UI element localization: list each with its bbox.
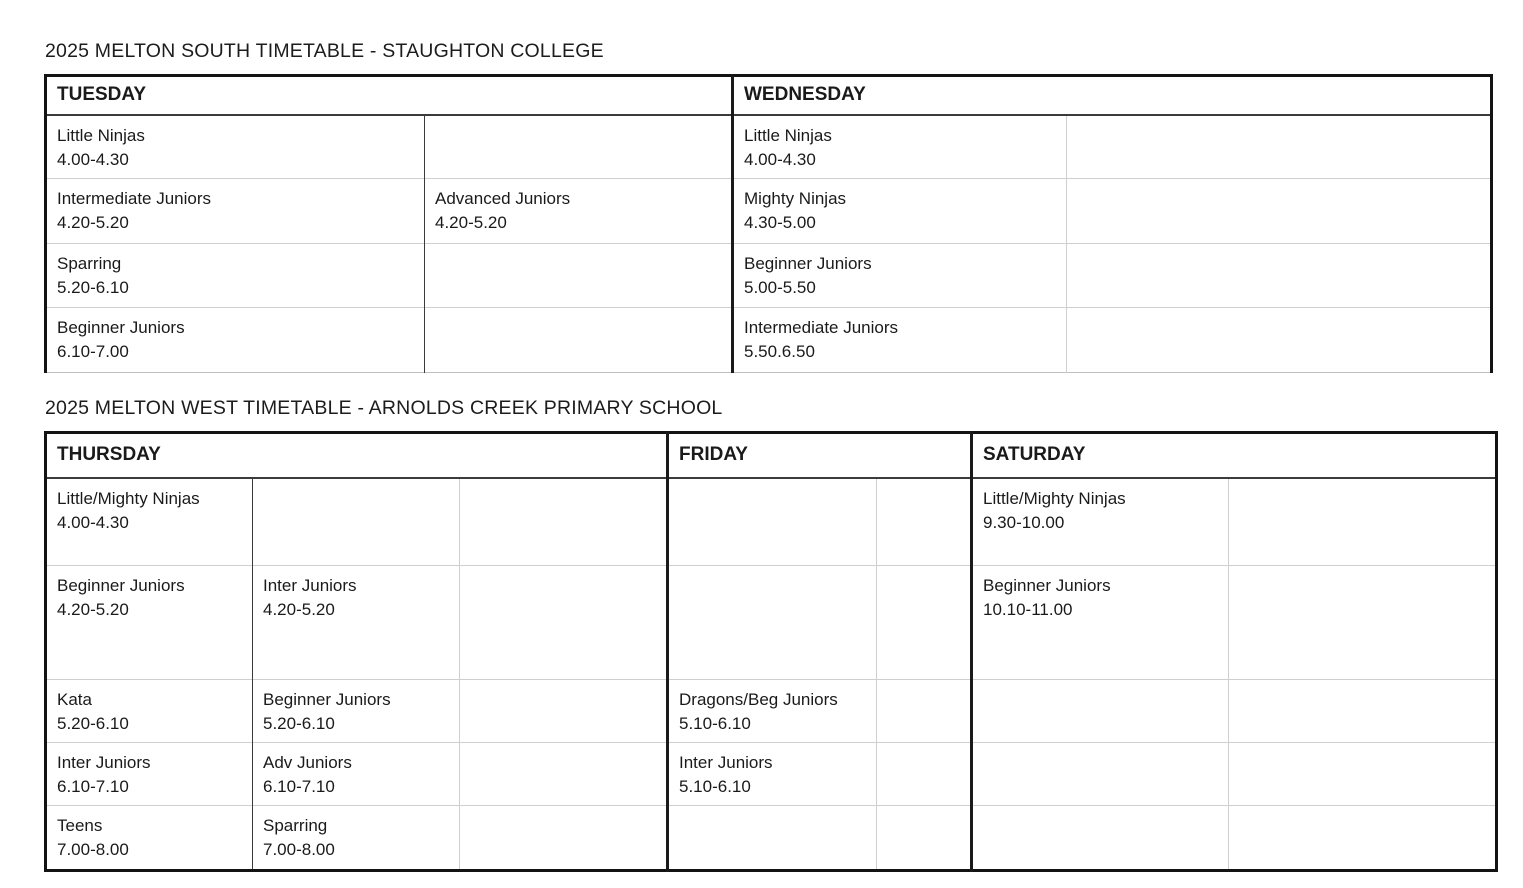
- class-time: 5.10-6.10: [679, 777, 751, 796]
- class-name: Adv Juniors: [263, 753, 352, 772]
- empty-cell: [1229, 743, 1497, 806]
- class-name: Beginner Juniors: [57, 318, 185, 337]
- class-time: 5.20-6.10: [57, 278, 129, 297]
- class-name: Little Ninjas: [57, 125, 145, 145]
- class-cell: [46, 308, 425, 373]
- empty-cell: [1067, 115, 1492, 179]
- empty-cell: [425, 115, 733, 179]
- day-header-saturday: SATURDAY: [972, 433, 1497, 478]
- class-cell: [972, 478, 1229, 566]
- class-time: 5.20-6.10: [263, 714, 335, 733]
- class-cell: [46, 566, 253, 680]
- class-name: Sparring: [263, 816, 328, 835]
- melton-west-body: [46, 478, 1497, 871]
- timetable-row: [46, 566, 1497, 680]
- empty-cell: [877, 743, 972, 806]
- class-time: 5.00-5.50: [744, 278, 816, 297]
- class-cell: [46, 680, 253, 743]
- class-name: Beginner Juniors: [983, 576, 1111, 595]
- empty-cell: [460, 478, 668, 566]
- melton-south-body: [46, 115, 1492, 373]
- class-time: 6.10-7.10: [263, 777, 335, 796]
- class-name: Inter Juniors: [57, 753, 151, 772]
- empty-cell: [460, 566, 668, 680]
- class-cell: [425, 179, 733, 244]
- empty-cell: [972, 680, 1229, 743]
- empty-cell: [972, 743, 1229, 806]
- class-cell: [253, 743, 460, 806]
- melton-west-timetable: [44, 431, 1498, 872]
- class-name: Inter Juniors: [679, 753, 773, 772]
- empty-cell: [668, 478, 877, 566]
- day-header-tuesday: TUESDAY: [46, 76, 733, 115]
- day-header-row: [46, 433, 1497, 478]
- timetable-row: [46, 244, 1492, 308]
- class-name: Little/Mighty Ninjas: [57, 488, 200, 508]
- class-cell: [46, 743, 253, 806]
- class-cell: [46, 478, 253, 566]
- melton-south-section: [44, 40, 1523, 373]
- empty-cell: [1067, 179, 1492, 244]
- timetable-row: [46, 115, 1492, 179]
- empty-cell: [460, 680, 668, 743]
- class-time: 4.20-5.20: [57, 213, 129, 232]
- class-time: 7.00-8.00: [263, 840, 335, 859]
- timetable-row: [46, 806, 1497, 871]
- class-time: 9.30-10.00: [983, 512, 1065, 532]
- timetable-title-melton-west: 2025 MELTON WEST TIMETABLE - ARNOLDS CREEK PRIMARY SCHOOL: [45, 397, 723, 419]
- class-cell: [972, 566, 1229, 680]
- class-name: Kata: [57, 690, 92, 709]
- empty-cell: [460, 743, 668, 806]
- melton-south-timetable: [44, 74, 1493, 373]
- class-time: 7.00-8.00: [57, 840, 129, 859]
- class-name: Teens: [57, 816, 103, 835]
- class-time: 4.20-5.20: [435, 213, 507, 232]
- class-cell: [668, 743, 877, 806]
- empty-cell: [1229, 806, 1497, 871]
- class-cell: [733, 308, 1067, 373]
- empty-cell: [1067, 308, 1492, 373]
- class-cell: [668, 680, 877, 743]
- class-name: Sparring: [57, 254, 122, 273]
- empty-cell: [425, 244, 733, 308]
- class-time: 5.10-6.10: [679, 714, 751, 733]
- class-name: Beginner Juniors: [57, 576, 185, 595]
- class-cell: [46, 115, 425, 179]
- empty-cell: [877, 478, 972, 566]
- class-cell: [253, 566, 460, 680]
- empty-cell: [668, 806, 877, 871]
- timetable-row: [46, 743, 1497, 806]
- class-time: 6.10-7.00: [57, 342, 129, 361]
- day-header-wednesday: WEDNESDAY: [733, 76, 1492, 115]
- empty-cell: [972, 806, 1229, 871]
- empty-cell: [425, 308, 733, 373]
- class-cell: [253, 680, 460, 743]
- timetable-row: [46, 179, 1492, 244]
- class-time: 4.00-4.30: [57, 149, 129, 169]
- day-header-thursday: THURSDAY: [46, 433, 668, 478]
- class-name: Little/Mighty Ninjas: [983, 488, 1126, 508]
- class-cell: [733, 115, 1067, 179]
- empty-cell: [877, 806, 972, 871]
- class-cell: [46, 244, 425, 308]
- class-time: 4.00-4.30: [57, 512, 129, 532]
- empty-cell: [253, 478, 460, 566]
- day-header-friday: FRIDAY: [668, 433, 972, 478]
- empty-cell: [1229, 680, 1497, 743]
- class-time: 4.00-4.30: [744, 149, 816, 169]
- class-cell: [733, 179, 1067, 244]
- class-time: 4.20-5.20: [263, 600, 335, 619]
- empty-cell: [460, 806, 668, 871]
- class-name: Little Ninjas: [744, 125, 832, 145]
- timetable-row: [46, 478, 1497, 566]
- timetable-title-melton-south: 2025 MELTON SOUTH TIMETABLE - STAUGHTON COLLEGE: [45, 40, 604, 62]
- class-time: 10.10-11.00: [983, 600, 1073, 619]
- class-cell: [46, 806, 253, 871]
- empty-cell: [1067, 244, 1492, 308]
- timetable-row: [46, 308, 1492, 373]
- class-cell: [253, 806, 460, 871]
- class-name: Inter Juniors: [263, 576, 357, 595]
- class-time: 4.20-5.20: [57, 600, 129, 619]
- class-time: 5.20-6.10: [57, 714, 129, 733]
- class-name: Advanced Juniors: [435, 189, 571, 208]
- class-cell: [733, 244, 1067, 308]
- empty-cell: [877, 566, 972, 680]
- class-name: Beginner Juniors: [263, 690, 391, 709]
- class-cell: [46, 179, 425, 244]
- empty-cell: [877, 680, 972, 743]
- class-name: Dragons/Beg Juniors: [679, 690, 838, 709]
- empty-cell: [1229, 566, 1497, 680]
- empty-cell: [1229, 478, 1497, 566]
- day-header-row: [46, 76, 1492, 115]
- class-name: Beginner Juniors: [744, 254, 872, 273]
- class-time: 4.30-5.00: [744, 213, 816, 232]
- empty-cell: [668, 566, 877, 680]
- class-name: Intermediate Juniors: [57, 189, 212, 208]
- class-name: Mighty Ninjas: [744, 189, 847, 208]
- timetable-row: [46, 680, 1497, 743]
- class-name: Intermediate Juniors: [744, 318, 899, 337]
- class-time: 5.50.6.50: [744, 342, 815, 361]
- class-time: 6.10-7.10: [57, 777, 129, 796]
- melton-west-section: [44, 397, 1523, 872]
